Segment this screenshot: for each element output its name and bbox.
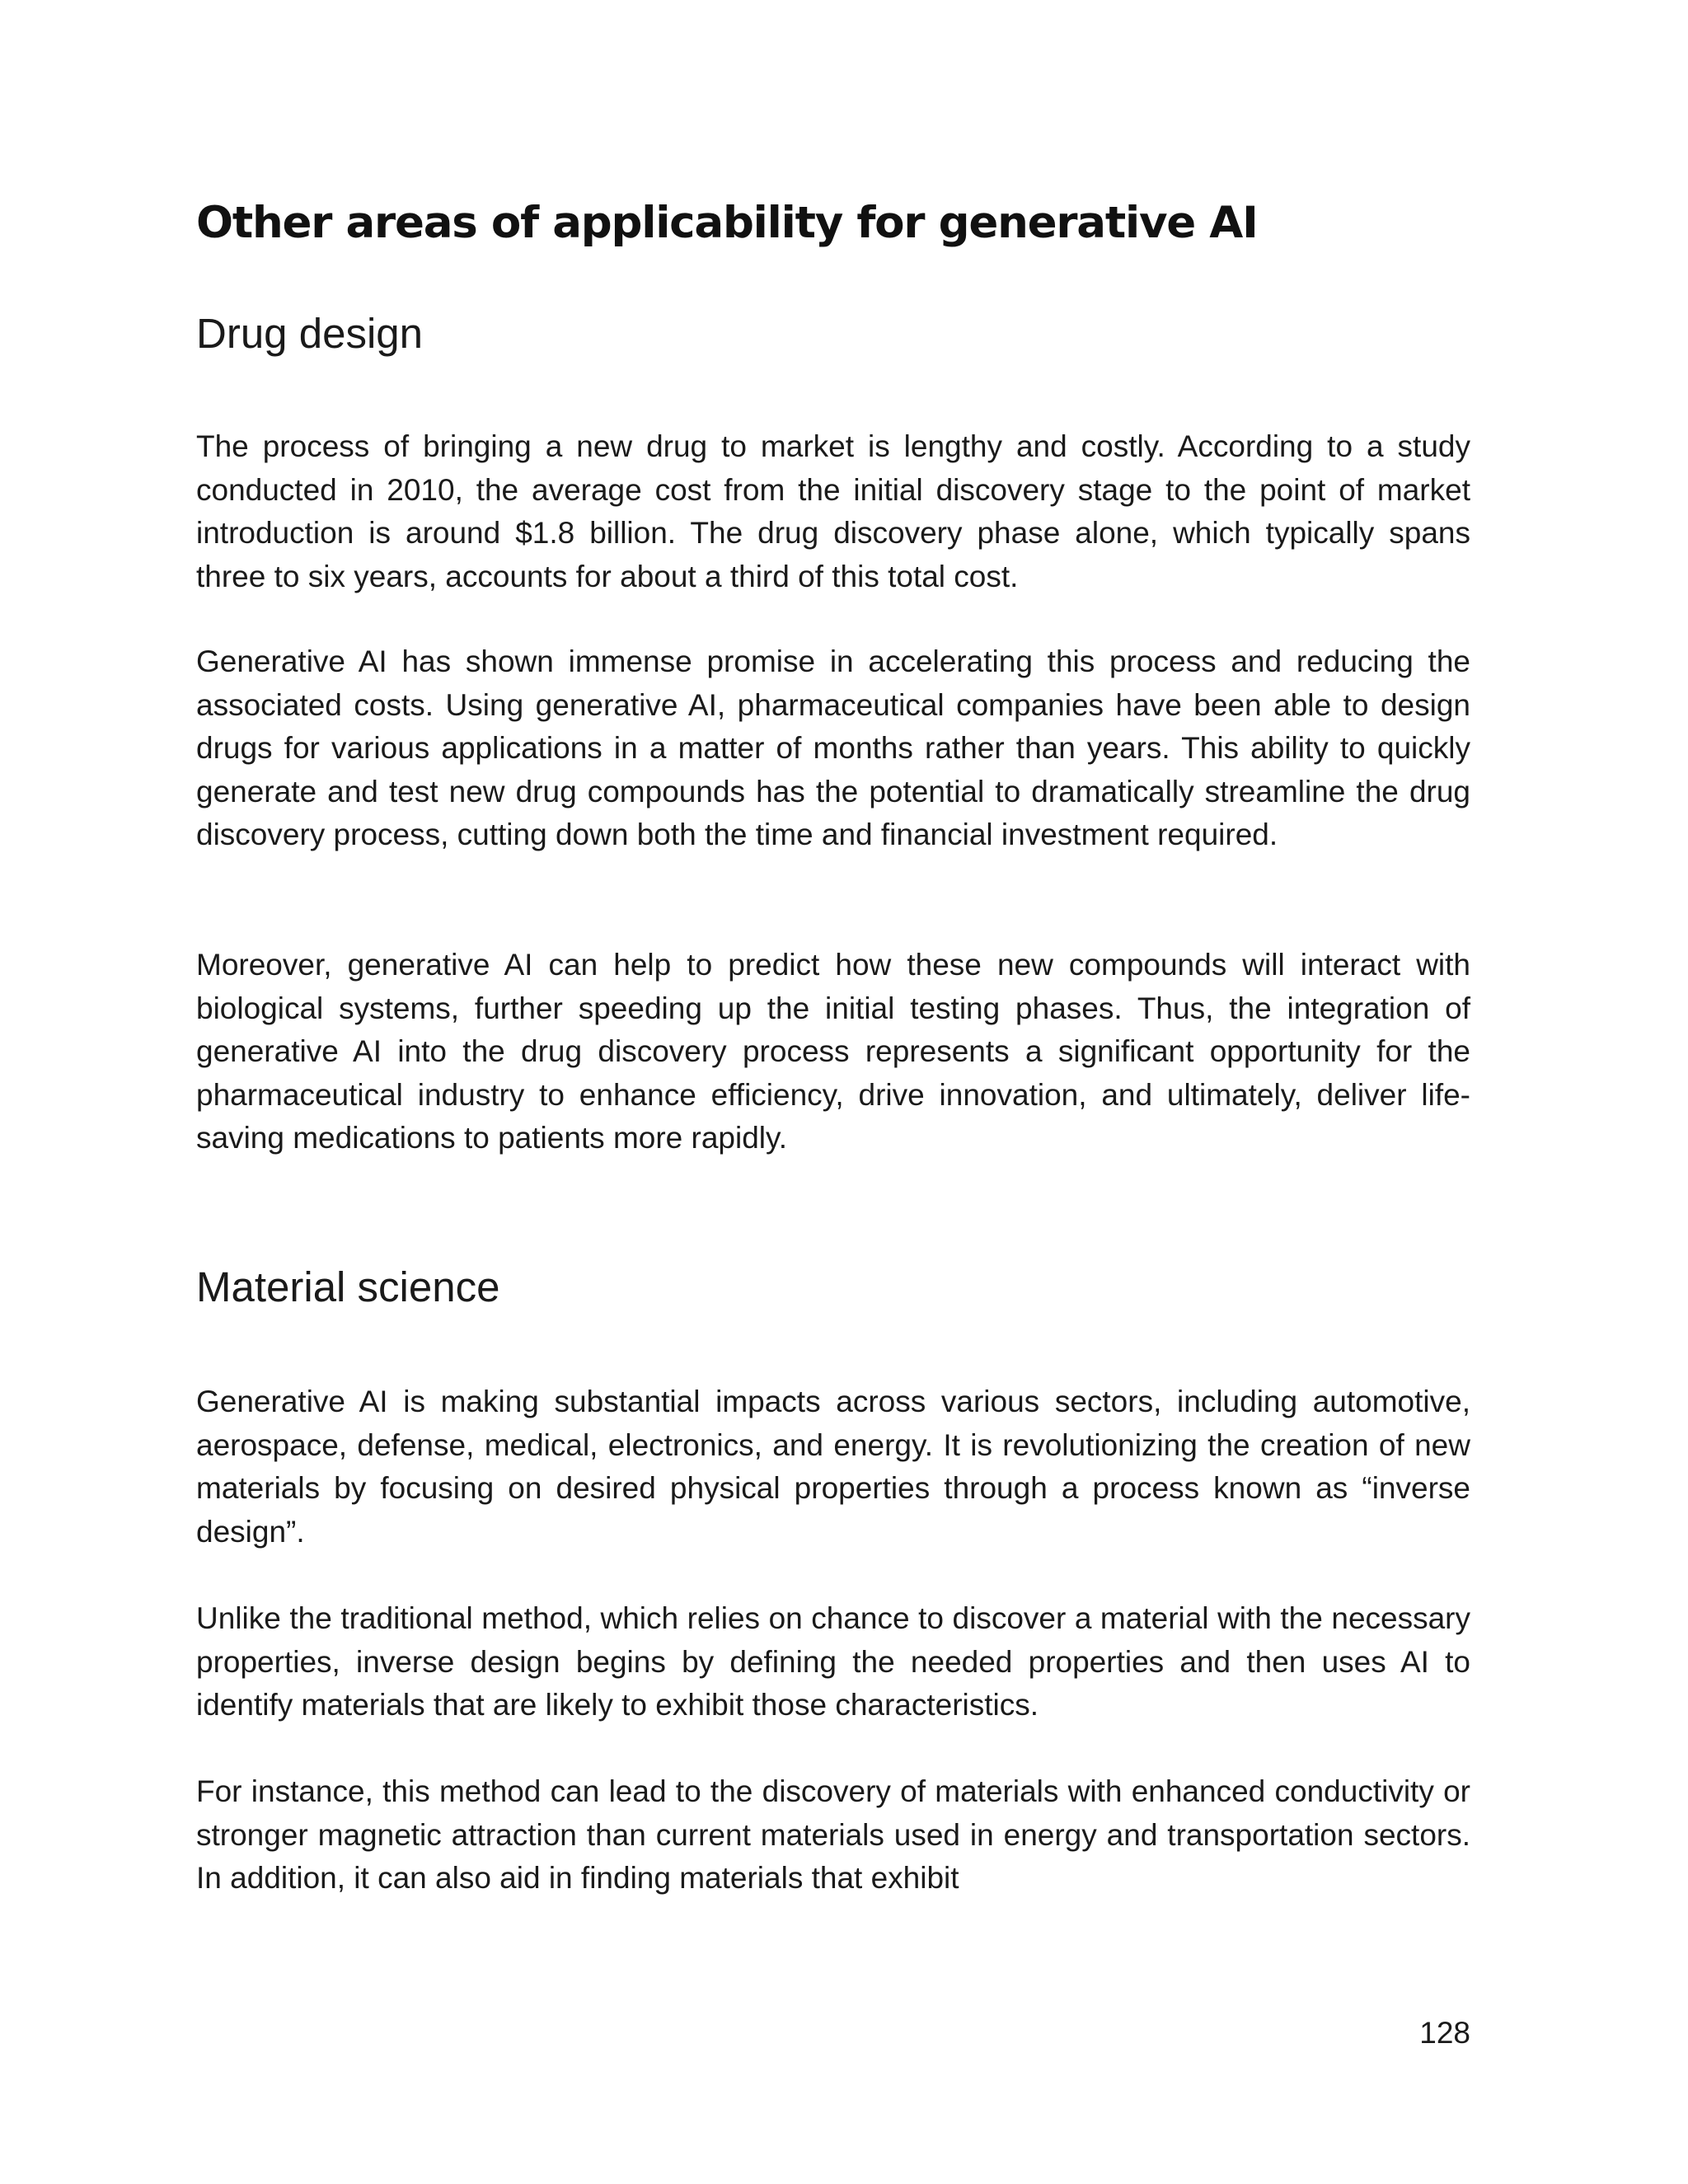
page-title: Other areas of applicability for generative AI xyxy=(196,198,1258,248)
section-heading-drug-design: Drug design xyxy=(196,310,423,357)
section-heading-material-science: Material science xyxy=(196,1263,500,1310)
paragraph-material-science-2: Unlike the traditional method, which relies on chance to discover a material with the necessary properties, inverse design begins by defining the needed properties and then uses AI to identify materials that are likely to exhibit those characteristics. xyxy=(196,1601,1470,1722)
paragraph-material-science-3: For instance, this method can lead to the discovery of materials with enhanced conductivity or stronger magnetic attraction than current materials used in energy and transportation sectors. In addition, it can also aid in finding materials that exhibit xyxy=(196,1774,1470,1896)
paragraph-drug-design-1: The process of bringing a new drug to market is lengthy and costly. According to a study conducted in 2010, the average cost from the initial discovery stage to the point of market introduction is around $1.8 billion. The drug discovery phase alone, which typically spans three to six years, accounts for about a third of this total cost. xyxy=(196,429,1470,593)
paragraph-drug-design-3: Moreover, generative AI can help to predict how these new compounds will interact with biological systems, further speeding up the initial testing phases. Thus, the integration of generative AI into the drug discovery process represents a significant opportunity for the pharmaceutical industry to enhance efficiency, drive innovation, and ultimately, deliver life-saving medications to patients more rapidly. xyxy=(196,948,1470,1155)
paragraph-drug-design-2: Generative AI has shown immense promise in accelerating this process and reducing the associated costs. Using generative AI, pharmaceutical companies have been able to design drugs for various applications in a matter of months rather than years. This ability to quickly generate and test new drug compounds has the potential to dramatically streamline the drug discovery process, cutting down both the time and financial investment required. xyxy=(196,644,1470,852)
paragraph-material-science-1: Generative AI is making substantial impacts across various sectors, including automotive, aerospace, defense, medical, electronics, and energy. It is revolutionizing the creation of new materials by focusing on desired physical properties through a process known as “inverse design”. xyxy=(196,1385,1470,1549)
page-number: 128 xyxy=(1419,2016,1470,2050)
